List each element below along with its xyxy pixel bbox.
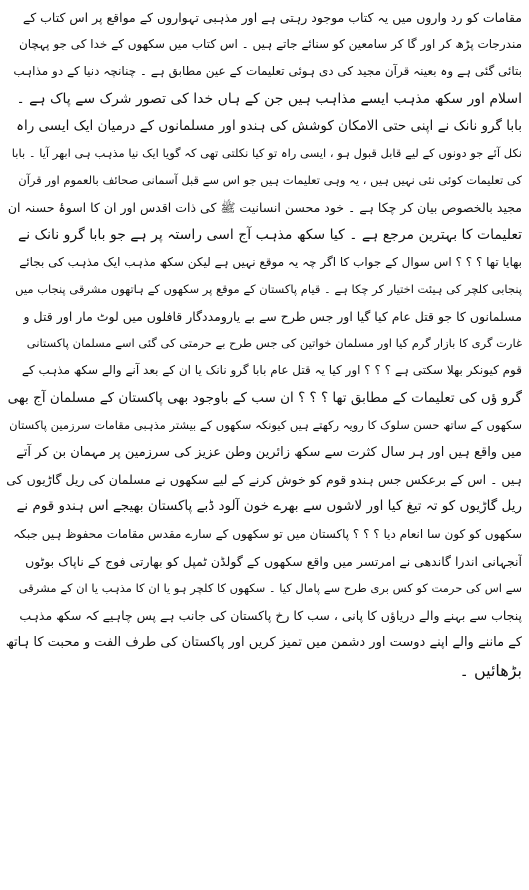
text-line: سکھوں کے ساتھ حسن سلوک کا رویہ رکھتے ہیں کیونکہ سکھوں کے بیشتر مذہبی مقامات سرزمین پاکستان xyxy=(9,417,522,432)
document-page xyxy=(6,0,522,890)
text-line: میں واقع ہیں اور ہر سال کثرت سے سکھ زائرین وطن عزیز کی سرزمین پر مہمان بن کر آتے xyxy=(16,445,522,460)
text-line: بابا گرو نانک نے اپنی حتی الامکان کوشش کی ہندو اور مسلمانوں کے درمیان ایک ایسی راہ xyxy=(16,117,522,134)
text-line: مندرجات پڑھ کر اور گا کر سامعین کو سنائے جاتے ہیں ۔ اس کتاب میں سکھوں کے خدا کی جو پہچان xyxy=(18,37,522,52)
text-line: مسلمانوں کا جو قتل عام کیا گیا اور جس طرح سے بے یارومددگار قافلوں میں لوٹ مار اور قتل و xyxy=(23,309,522,325)
text-line: پنجابی کلچر کی ہیئت اختیار کر چکا ہے ۔ قیام پاکستان کے موقع پر سکھوں کے ہاتھوں مشرقی پنجاب میں xyxy=(15,281,522,296)
text-line: سکھوں کو کون سا انعام دیا ؟ ؟ ؟ پاکستان میں تو سکھوں کے سارے مقدس مقامات محفوظ ہیں جبکہ xyxy=(13,526,522,541)
text-line: نکل آئے جو دونوں کے لیے قابل قبول ہو ، ایسی راہ تو کیا نکلتی تھی کہ گویا ایک نیا مذہب ہی ابھر آیا ۔ بابا xyxy=(11,145,522,160)
text-line: بھایا تھا ؟ ؟ ؟ اس سوال کے جواب کا اگر چہ یہ موقع نہیں ہے لیکن سکھ مذہب ایک مذہب کی بجائے xyxy=(19,254,522,269)
text-line: مجید بالخصوص بیان کر چکا ہے ۔ خود محسن انسانیت ﷺ کی ذات اقدس اور ان کا اسوۂ حسنہ ان xyxy=(7,200,522,216)
text-line: آنجہانی اندرا گاندھی نے امرتسر میں واقع سکھوں کے گولڈن ٹمپل کو بھارتی فوج کے ناپاک بوٹوں xyxy=(25,553,522,569)
text-line: قوم کیونکر بھلا سکتی ہے ؟ ؟ ؟ اور کیا یہ قتل عام بابا گرو نانک یا ان کے بعد آنے والے سکھ مذہب کے xyxy=(21,363,522,378)
text-line: غارت گری کا بازار گرم کیا اور مسلمان خواتین کی جس طرح بے حرمتی کی گئی اسے مسلمان پاکستانی xyxy=(26,336,522,351)
text-line: سے اس کی حرمت کو کس بری طرح سے پامال کیا ۔ سکھوں کا کلچر ہو یا ان کا مذہب یا ان کے مشرقی xyxy=(18,580,522,595)
urdu-text-block xyxy=(6,0,522,684)
text-line: اسلام اور سکھ مذہب ایسے مذاہب ہیں جن کے ہاں خدا کی تصور شرک سے پاک ہے ۔ xyxy=(16,90,522,107)
text-line: ریل گاڑیوں کو تہ تیغ کیا اور لاشوں سے بھرے خون آلود ڈبے پاکستان بھیجے اس ہندو قوم نے xyxy=(16,498,522,515)
text-line: گرو ؤں کی تعلیمات کے مطابق تھا ؟ ؟ ؟ ان سب کے باوجود بھی پاکستان کے مسلمان آج بھی xyxy=(7,389,522,406)
text-line: ہیں ۔ اس کے برعکس جس ہندو قوم کو خوش کرنے کے لیے سکھوں نے مسلمان کی ریل گاڑیوں کی xyxy=(6,472,522,488)
text-line: مقامات کو رد واروں میں یہ کتاب موجود رہتی ہے اور مذہبی تہواروں کے مواقع پر اس کتاب کے xyxy=(22,10,522,25)
text-line: کے ماننے والے اپنے دوست اور دشمن میں تمیز کریں اور پاکستان کی طرف الفت و محبت کا ہاتھ xyxy=(6,635,522,651)
text-line: پنجاب سے بہنے والے دریاؤں کا پانی ، سب کا رخ پاکستان کی جانب ہے پس چاہیے کہ سکھ مذہب xyxy=(19,608,522,624)
text-line: بڑھائیں ۔ xyxy=(459,660,522,680)
text-line: بتائی گئی ہے وہ بعینہ قرآن مجید کی دی ہوئی تعلیمات کے عین مطابق ہے ۔ چنانچہ دنیا کے دو مذاہب xyxy=(13,64,522,79)
text-line: تعلیمات کا بہترین مرجع ہے ۔ کیا سکھ مذہب آج اسی راستہ پر ہے جو بابا گرو نانک نے xyxy=(18,226,522,243)
text-line: کی تعلیمات کوئی نئی نہیں ہیں ، یہ وہی تعلیمات ہیں جو اس سے قبل آسمانی صحائف بالعموم اور قرآن xyxy=(18,173,522,188)
